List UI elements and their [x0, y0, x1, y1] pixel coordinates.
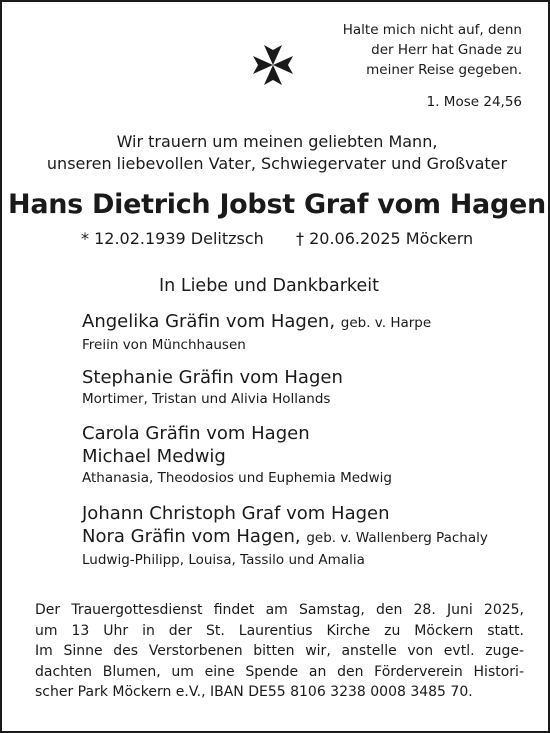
notice-line: Im Sinne des Verstorbenen bitten wir, anstelle von evtl. zuge- — [35, 643, 524, 659]
mourner-name-text: Nora Gräfin vom Hagen, — [82, 526, 301, 547]
mourner-group — [82, 366, 343, 410]
mourner-group — [82, 422, 392, 489]
maiden-name-note: geb. v. Wallenberg Pachaly — [306, 530, 488, 546]
mourner-subline: Athanasia, Theodosios und Euphemia Medwig — [82, 470, 392, 486]
verse-line: meiner Reise gegeben. — [366, 62, 522, 78]
notice-line: Der Trauergottesdienst findet am Samstag, den 28. Juni 2025, — [35, 602, 524, 618]
service-notice — [35, 600, 524, 703]
mourner-name: Carola Gräfin vom Hagen — [82, 423, 310, 444]
deceased-name: Hans Dietrich Jobst Graf vom Hagen — [8, 189, 546, 220]
maltese-cross-icon — [250, 42, 296, 88]
mourner-name — [82, 525, 488, 550]
mourner-name: Stephanie Gräfin vom Hagen — [82, 367, 343, 388]
verse-source: 1. Mose 24,56 — [426, 94, 522, 110]
notice-line: dachten Blumen, um eine Spende an den Förderverein Histori- — [35, 663, 524, 680]
birth-date: * 12.02.1939 Delitzsch — [81, 229, 264, 248]
mourners-heading: In Liebe und Dankbarkeit — [159, 276, 379, 296]
mourner-subline: Freiin von Münchhausen — [82, 337, 246, 353]
mourner-name: Johann Christoph Graf vom Hagen — [82, 503, 390, 524]
verse-line: Halte mich nicht auf, denn — [342, 22, 522, 38]
mourner-subline: Mortimer, Tristan und Alivia Hollands — [82, 391, 331, 407]
mourner-name-text: Angelika Gräfin vom Hagen, — [82, 311, 336, 332]
intro-line: unseren liebevollen Vater, Schwiegervater und Großvater — [46, 153, 508, 173]
death-date: † 20.06.2025 Möckern — [296, 229, 474, 248]
notice-line: scher Park Möckern e.V., IBAN DE55 8106 3238 0008 3485 70. — [35, 684, 473, 700]
mourner-group — [82, 502, 488, 571]
notice-line: um 13 Uhr in der St. Laurentius Kirche zu Möckern statt. — [35, 622, 524, 639]
intro-line: Wir trauern um meinen geliebten Mann, — [116, 132, 438, 151]
verse-line: der Herr hat Gnade zu — [371, 42, 522, 58]
maiden-name-note: geb. v. Harpe — [340, 315, 432, 331]
mourner-subline: Ludwig-Philipp, Louisa, Tassilo und Amalia — [82, 552, 365, 568]
mourner-group — [82, 310, 431, 356]
mourner-name: Michael Medwig — [82, 446, 226, 467]
mourner-name — [82, 310, 431, 335]
intro-text — [2, 131, 550, 174]
